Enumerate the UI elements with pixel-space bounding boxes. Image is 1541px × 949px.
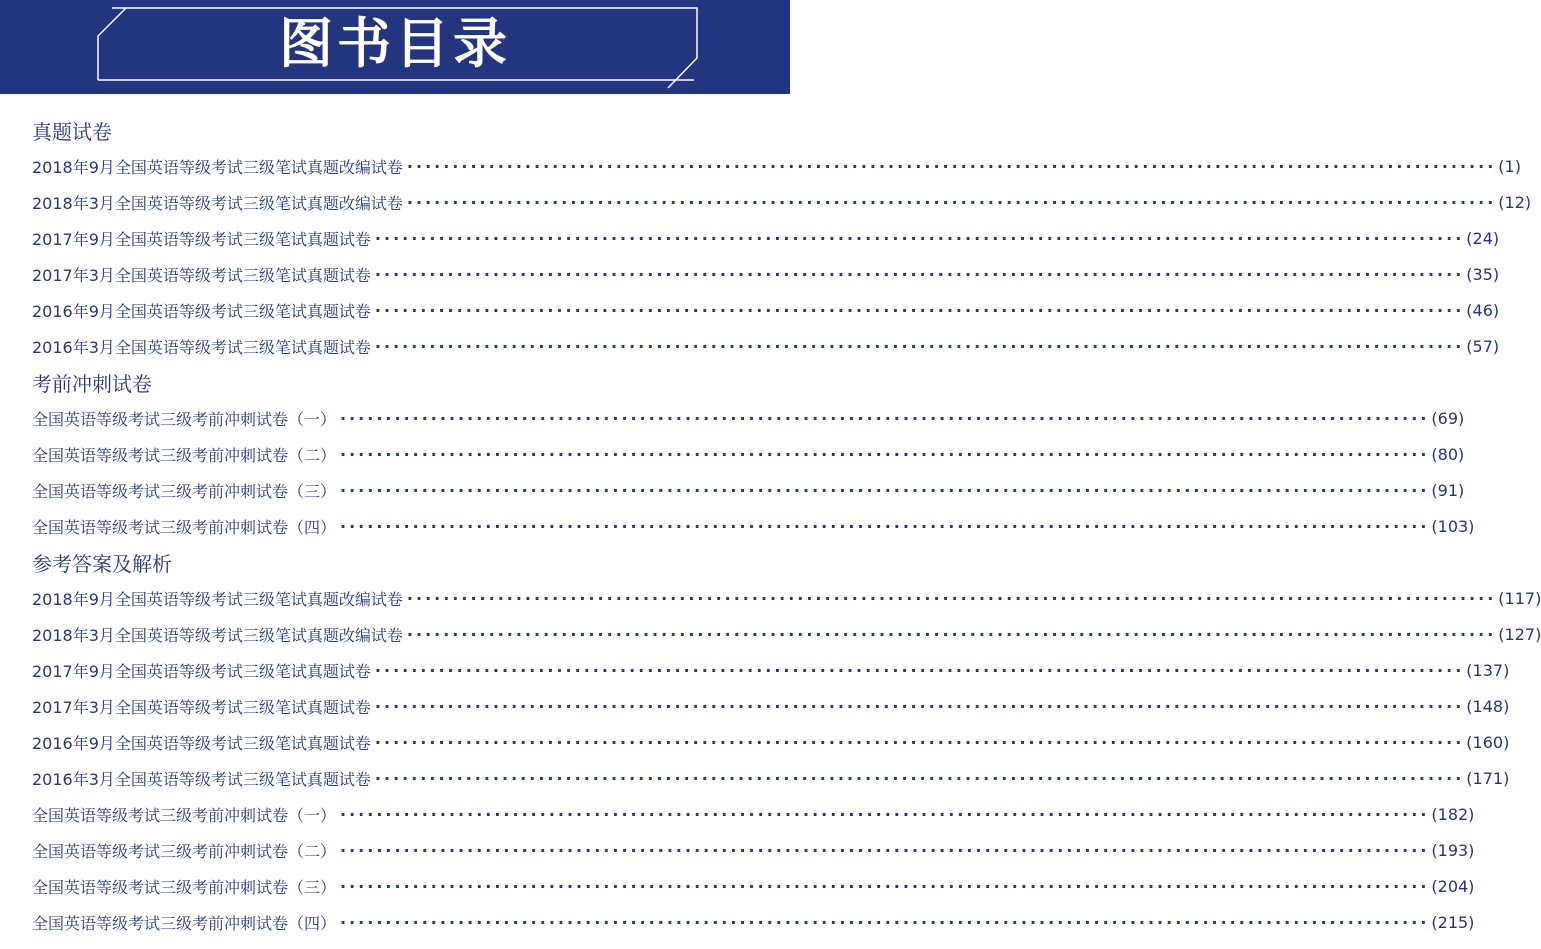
- dot-leader: ························································································································: [340, 408, 1430, 428]
- toc-entry-label: 全国英语等级考试三级考前冲刺试卷（一）: [32, 409, 337, 429]
- toc-entry: [32, 148, 1521, 184]
- toc-entry-page: (35): [1466, 264, 1500, 284]
- toc-entry: [32, 832, 1475, 868]
- header-banner: [0, 0, 790, 94]
- toc-entry: [32, 904, 1475, 940]
- page-title: 图书目录: [279, 12, 511, 75]
- toc-entry-label: 2017年3月全国英语等级考试三级笔试真题试卷: [32, 697, 371, 717]
- dot-leader: ························································································································: [374, 732, 1465, 752]
- dot-leader: ························································································································: [406, 624, 1497, 644]
- dot-leader: ························································································································: [340, 516, 1430, 536]
- toc-entry-label: 2016年9月全国英语等级考试三级笔试真题试卷: [32, 301, 371, 321]
- toc-entry-page: (148): [1466, 696, 1510, 716]
- toc-entry-page: (24): [1466, 228, 1500, 248]
- toc-entry-page: (215): [1431, 912, 1475, 932]
- toc-entry-label: 2018年3月全国英语等级考试三级笔试真题改编试卷: [32, 193, 403, 213]
- dot-leader: ························································································································: [374, 768, 1465, 788]
- toc-entry-label: 2016年9月全国英语等级考试三级笔试真题试卷: [32, 733, 371, 753]
- toc-entry: [32, 616, 1541, 652]
- toc-entry: [32, 580, 1541, 616]
- toc-entry-page: (117): [1498, 588, 1541, 608]
- toc-entry: [32, 688, 1510, 724]
- dot-leader: ························································································································: [374, 228, 1465, 248]
- dot-leader: ························································································································: [340, 480, 1430, 500]
- dot-leader: ························································································································: [406, 588, 1497, 608]
- toc-entry-page: (193): [1431, 840, 1475, 860]
- toc-entry-label: 全国英语等级考试三级考前冲刺试卷（四）: [32, 913, 337, 933]
- toc-entry-label: 2016年3月全国英语等级考试三级笔试真题试卷: [32, 769, 371, 789]
- toc-entry-label: 2018年9月全国英语等级考试三级笔试真题改编试卷: [32, 157, 403, 177]
- toc-entry-label: 2017年3月全国英语等级考试三级笔试真题试卷: [32, 265, 371, 285]
- toc-entry-page: (160): [1466, 732, 1510, 752]
- toc-entry-page: (1): [1498, 156, 1521, 176]
- section-title: 考前冲刺试卷: [32, 372, 152, 396]
- toc-entry: [32, 184, 1532, 220]
- dot-leader: ························································································································: [374, 300, 1465, 320]
- toc-entry-page: (137): [1466, 660, 1510, 680]
- dot-leader: ························································································································: [340, 444, 1430, 464]
- dot-leader: ························································································································: [406, 156, 1497, 176]
- dot-leader: ························································································································: [340, 876, 1430, 896]
- toc-entry-page: (171): [1466, 768, 1510, 788]
- toc-entry-label: 2018年9月全国英语等级考试三级笔试真题改编试卷: [32, 589, 403, 609]
- toc-entry: [32, 220, 1500, 256]
- toc-entry-page: (46): [1466, 300, 1500, 320]
- section-title: 参考答案及解析: [32, 552, 172, 576]
- section-title: 真题试卷: [32, 120, 112, 144]
- toc-entry-label: 2017年9月全国英语等级考试三级笔试真题试卷: [32, 229, 371, 249]
- toc-entry: [32, 796, 1475, 832]
- toc-entry: [32, 400, 1465, 436]
- toc-entry-label: 2018年3月全国英语等级考试三级笔试真题改编试卷: [32, 625, 403, 645]
- toc-entry: [32, 724, 1510, 760]
- toc-entry: [32, 652, 1510, 688]
- dot-leader: ························································································································: [340, 840, 1430, 860]
- toc-entry-page: (204): [1431, 876, 1475, 896]
- toc-entry: [32, 292, 1500, 328]
- toc-entry: [32, 508, 1475, 544]
- toc-entry-label: 全国英语等级考试三级考前冲刺试卷（二）: [32, 841, 337, 861]
- toc-entry-label: 全国英语等级考试三级考前冲刺试卷（三）: [32, 481, 337, 501]
- toc-entry-label: 2017年9月全国英语等级考试三级笔试真题试卷: [32, 661, 371, 681]
- toc-entry-label: 全国英语等级考试三级考前冲刺试卷（四）: [32, 517, 337, 537]
- dot-leader: ························································································································: [374, 696, 1465, 716]
- dot-leader: ························································································································: [406, 192, 1497, 212]
- dot-leader: ························································································································: [374, 660, 1465, 680]
- toc-entry-page: (80): [1431, 444, 1465, 464]
- toc-entry-page: (103): [1431, 516, 1475, 536]
- toc-entry: [32, 760, 1510, 796]
- toc-entry-page: (69): [1431, 408, 1465, 428]
- toc-entry-page: (57): [1466, 336, 1500, 356]
- toc-entry: [32, 328, 1500, 364]
- dot-leader: ························································································································: [374, 264, 1465, 284]
- toc-entry: [32, 256, 1500, 292]
- toc-entry-page: (91): [1431, 480, 1465, 500]
- toc-entry-page: (182): [1431, 804, 1475, 824]
- toc-entry-label: 2016年3月全国英语等级考试三级笔试真题试卷: [32, 337, 371, 357]
- toc-entry-page: (127): [1498, 624, 1541, 644]
- toc-entry-label: 全国英语等级考试三级考前冲刺试卷（二）: [32, 445, 337, 465]
- table-of-contents: [32, 112, 1541, 940]
- dot-leader: ························································································································: [340, 912, 1430, 932]
- dot-leader: ························································································································: [374, 336, 1465, 356]
- dot-leader: ························································································································: [340, 804, 1430, 824]
- toc-entry-label: 全国英语等级考试三级考前冲刺试卷（一）: [32, 805, 337, 825]
- toc-entry-label: 全国英语等级考试三级考前冲刺试卷（三）: [32, 877, 337, 897]
- toc-entry: [32, 436, 1465, 472]
- toc-entry: [32, 472, 1465, 508]
- toc-entry: [32, 868, 1475, 904]
- toc-entry-page: (12): [1498, 192, 1532, 212]
